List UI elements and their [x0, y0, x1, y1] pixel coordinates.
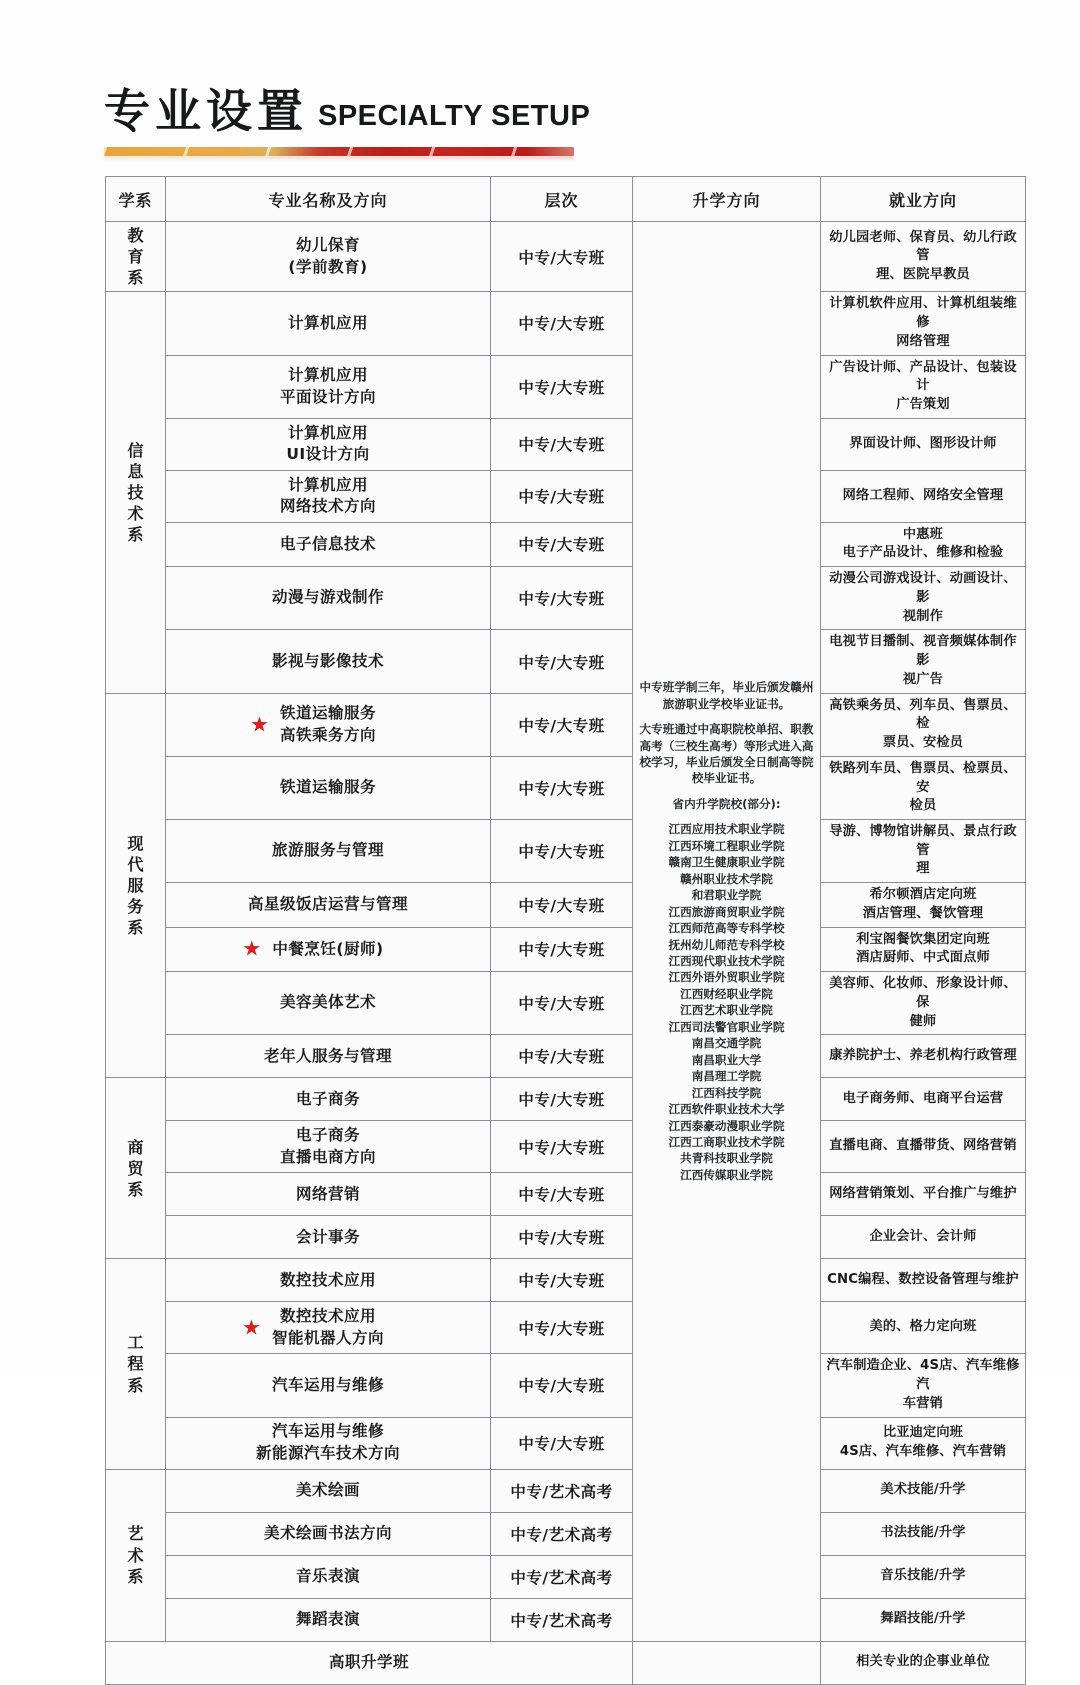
school-list-item: 江西财经职业学院: [680, 986, 773, 1001]
school-list-item: 江西传媒职业学院: [680, 1167, 773, 1182]
table-row: [106, 292, 1026, 355]
star-icon: ★: [242, 936, 262, 961]
table-row: [106, 756, 1026, 819]
employment-cell: 铁路列车员、售票员、检票员、安 检员: [821, 756, 1026, 819]
level-cell: 中专/大专班: [491, 522, 633, 566]
employment-cell: 幼儿园老师、保育员、幼儿行政管 理、医院早教员: [821, 222, 1026, 292]
dept-label: [106, 1078, 166, 1259]
major-cell: [166, 1035, 491, 1078]
level-cell: 中专/大专班: [491, 630, 633, 693]
employment-cell: 美的、格力定向班: [821, 1302, 1026, 1354]
dept-label-text: 艺术系: [127, 1524, 146, 1586]
level-cell: 中专/大专班: [491, 1078, 633, 1121]
table-row: [106, 972, 1026, 1035]
employment-cell: 美容师、化妆师、形象设计师、保 健师: [821, 972, 1026, 1035]
table-row: [106, 927, 1026, 971]
level-cell: 中专/大专班: [491, 1302, 633, 1354]
table-row: [106, 1121, 1026, 1173]
level-cell: 中专/艺术高考: [491, 1598, 633, 1641]
major-cell: [166, 1555, 491, 1598]
table-head: [106, 177, 1026, 222]
table-row: [106, 1216, 1026, 1259]
table-row: [106, 522, 1026, 566]
dept-label: [106, 292, 166, 693]
employment-cell: 动漫公司游戏设计、动画设计、影 视制作: [821, 567, 1026, 630]
employment-cell: 比亚迪定向班 4S店、汽车维修、汽车营销: [821, 1417, 1026, 1469]
school-list-item: 江西艺术职业学院: [680, 1003, 773, 1018]
level-cell: 中专/大专班: [491, 820, 633, 883]
table-row: [106, 1469, 1026, 1512]
major-cell: [166, 355, 491, 418]
major-text: 幼儿保育 (学前教育): [288, 235, 368, 276]
table-row: [106, 630, 1026, 693]
title-accent-bar-shadow: [104, 156, 574, 159]
major-text: 美容美体艺术: [279, 993, 376, 1012]
major-text: 电子商务 直播电商方向: [279, 1126, 376, 1166]
level-cell: 中专/大专班: [491, 418, 633, 470]
employment-cell: 高铁乘务员、列车员、售票员、检 票员、安检员: [821, 693, 1026, 756]
school-list-item: 南昌理工学院: [691, 1069, 762, 1084]
major-cell: [166, 972, 491, 1035]
employment-cell: 广告设计师、产品设计、包装设计 广告策划: [821, 355, 1026, 418]
table-row: [106, 1598, 1026, 1641]
advancement-paragraph: 中专班学制三年，毕业后颁发赣州旅游职业学校毕业证书。: [639, 680, 814, 711]
major-cell: [166, 1216, 491, 1259]
table-row: [106, 418, 1026, 470]
school-list-item: 江西现代职业技术学院: [668, 954, 785, 968]
major-cell: [166, 1173, 491, 1216]
major-cell: [166, 1469, 491, 1512]
level-cell: 中专/大专班: [491, 883, 633, 927]
specialty-table-container: [105, 176, 1025, 1685]
major-cell: [166, 1512, 491, 1555]
specialty-table: [105, 176, 1026, 1685]
table-row: [106, 567, 1026, 630]
major-text: 动漫与游戏制作: [271, 588, 384, 607]
level-cell: 中专/艺术高考: [491, 1469, 633, 1512]
level-cell: 中专/大专班: [491, 222, 633, 292]
major-cell: [166, 883, 491, 927]
major-cell: [166, 927, 491, 971]
footer-label-cell: 高职升学班: [106, 1641, 633, 1684]
major-cell: [166, 567, 491, 630]
dept-label: [106, 1469, 166, 1641]
table-row: [106, 1078, 1026, 1121]
employment-cell: 计算机软件应用、计算机组装维修 网络管理: [821, 292, 1026, 355]
star-icon: ★: [241, 1315, 262, 1340]
level-cell: 中专/大专班: [491, 470, 633, 522]
major-cell: [166, 292, 491, 355]
major-cell: [166, 470, 491, 522]
level-cell: 中专/大专班: [491, 292, 633, 355]
major-text: 计算机应用 网络技术方向: [279, 475, 376, 516]
dept-label-text: 信息技术系: [127, 440, 146, 545]
dept-label: [106, 222, 166, 292]
major-text: 汽车运用与维修 新能源汽车技术方向: [255, 1422, 400, 1463]
school-list-item: 江西软件职业技术大学: [668, 1102, 785, 1117]
level-cell: 中专/大专班: [491, 756, 633, 819]
title-row: [104, 78, 704, 138]
school-list-item: 江西泰豪动漫职业学院: [668, 1118, 785, 1133]
major-cell: [166, 1078, 491, 1121]
table-header-row: [106, 177, 1026, 222]
level-cell: 中专/大专班: [491, 693, 633, 756]
major-text: 旅游服务与管理: [271, 841, 384, 860]
table-row: [106, 1259, 1026, 1302]
level-cell: 中专/大专班: [491, 1216, 633, 1259]
school-list-item: 江西师范高等专科学校: [668, 921, 785, 936]
employment-cell: 利宝阁餐饮集团定向班 酒店厨师、中式面点师: [821, 927, 1026, 971]
title-chinese: 专业设置: [104, 84, 308, 138]
advancement-paragraph: 省内升学院校(部分):: [672, 796, 781, 811]
table-row: [106, 1555, 1026, 1598]
title-accent-bar: [104, 147, 574, 156]
school-list-item: 江西科技学院: [691, 1085, 762, 1100]
major-text: ★ 铁道运输服务 高铁乘务方向: [249, 704, 376, 744]
level-cell: 中专/大专班: [491, 1173, 633, 1216]
school-list-item: 抚州幼儿师范专科学校: [668, 937, 785, 952]
table-row: [106, 1302, 1026, 1354]
level-cell: 中专/大专班: [491, 1035, 633, 1078]
employment-cell: 汽车制造企业、4S店、汽车维修汽 车营销: [821, 1354, 1026, 1417]
star-icon: ★: [249, 712, 270, 737]
dept-label-text: 商贸系: [127, 1137, 146, 1199]
major-text: 计算机应用: [287, 313, 368, 332]
dept-label: [106, 1259, 166, 1469]
major-text: 汽车运用与维修: [271, 1375, 384, 1394]
major-cell: [166, 1417, 491, 1469]
major-text: 计算机应用 UI设计方向: [286, 423, 370, 464]
school-list-item: 赣南卫生健康职业学院: [668, 855, 785, 870]
major-cell: [166, 630, 491, 693]
table-row: [106, 1512, 1026, 1555]
header-employment: 就业方向: [821, 177, 1026, 222]
employment-cell: 界面设计师、图形设计师: [821, 418, 1026, 470]
header-major: 专业名称及方向: [166, 177, 491, 222]
major-cell: [166, 1598, 491, 1641]
table-row: [106, 470, 1026, 522]
school-list-item: 江西外语外贸职业学院: [668, 970, 785, 985]
school-list-item: 共青科技职业学院: [680, 1151, 773, 1166]
employment-cell: 舞蹈技能/升学: [821, 1598, 1026, 1641]
major-text: 网络营销: [295, 1184, 360, 1203]
dept-label-text: 现代服务系: [127, 833, 146, 938]
major-text: 影视与影像技术: [271, 651, 384, 670]
employment-cell: 中惠班 电子产品设计、维修和检验: [821, 522, 1026, 566]
table-row: [106, 222, 1026, 292]
table-row: [106, 1035, 1026, 1078]
school-list-item: 江西环境工程职业学院: [668, 838, 785, 853]
footer-employment-cell: 相关专业的企事业单位: [821, 1641, 1026, 1684]
major-cell: [166, 418, 491, 470]
major-text: ★ 数控技术应用 智能机器人方向: [241, 1307, 384, 1347]
school-list-item: 赣州职业技术学院: [680, 871, 773, 886]
major-text: 数控技术应用: [279, 1270, 376, 1289]
table-row: [106, 820, 1026, 883]
major-cell: [166, 1354, 491, 1417]
table-row: [106, 1354, 1026, 1417]
major-text: 高星级饭店运营与管理: [247, 895, 408, 914]
school-list-item: 南昌交通学院: [691, 1036, 762, 1051]
level-cell: 中专/艺术高考: [491, 1512, 633, 1555]
level-cell: 中专/大专班: [491, 1417, 633, 1469]
advancement-cell: [633, 222, 821, 1642]
table-row: [106, 355, 1026, 418]
employment-cell: 电视节目播制、视音频媒体制作影 视广告: [821, 630, 1026, 693]
employment-cell: 康养院护士、养老机构行政管理: [821, 1035, 1026, 1078]
title-english: SPECIALTY SETUP: [318, 100, 591, 132]
major-cell: [166, 522, 491, 566]
employment-cell: 美术技能/升学: [821, 1469, 1026, 1512]
major-cell: [166, 222, 491, 292]
major-text: 美术绘画: [295, 1480, 360, 1499]
major-cell: [166, 820, 491, 883]
major-cell: [166, 1121, 491, 1173]
employment-cell: 导游、博物馆讲解员、景点行政管 理: [821, 820, 1026, 883]
major-cell: [166, 1302, 491, 1354]
header-dept: 学系: [106, 177, 166, 222]
employment-cell: 直播电商、直播带货、网络营销: [821, 1121, 1026, 1173]
table-row: [106, 883, 1026, 927]
level-cell: 中专/大专班: [491, 355, 633, 418]
major-text: 舞蹈表演: [295, 1609, 360, 1628]
employment-cell: 电子商务师、电商平台运营: [821, 1078, 1026, 1121]
table-row: [106, 693, 1026, 756]
level-cell: 中专/大专班: [491, 1354, 633, 1417]
employment-cell: CNC编程、数控设备管理与维护: [821, 1259, 1026, 1302]
major-text: ★ 中餐烹饪(厨师): [242, 936, 384, 961]
header-advancement: 升学方向: [633, 177, 821, 222]
major-text: 铁道运输服务: [279, 778, 376, 797]
major-cell: [166, 693, 491, 756]
level-cell: 中专/艺术高考: [491, 1555, 633, 1598]
dept-label: [106, 693, 166, 1078]
table-row: [106, 1417, 1026, 1469]
level-cell: 中专/大专班: [491, 1259, 633, 1302]
major-text: 计算机应用 平面设计方向: [279, 365, 376, 406]
level-cell: 中专/大专班: [491, 567, 633, 630]
dept-label-text: 工程系: [127, 1333, 146, 1395]
school-list-item: 南昌职业大学: [691, 1052, 762, 1067]
employment-cell: 书法技能/升学: [821, 1512, 1026, 1555]
school-list-item: 江西工商职业技术学院: [668, 1134, 785, 1149]
school-list-item: 江西应用技术职业学院: [668, 822, 785, 837]
table-row: [106, 1173, 1026, 1216]
major-text: 音乐表演: [295, 1566, 360, 1585]
employment-cell: 音乐技能/升学: [821, 1555, 1026, 1598]
dept-label-text: 教育系: [127, 226, 146, 288]
employment-cell: 企业会计、会计师: [821, 1216, 1026, 1259]
school-list-item: 江西旅游商贸职业学院: [668, 904, 785, 919]
level-cell: 中专/大专班: [491, 1121, 633, 1173]
employment-cell: 网络营销策划、平台推广与维护: [821, 1173, 1026, 1216]
major-text: 美术绘画书法方向: [263, 1523, 392, 1542]
advancement-paragraph: 大专班通过中高职院校单招、职教高考（三校生高考）等形式进入高校学习，毕业后颁发全日制高等院校毕业证书。: [639, 722, 814, 786]
major-text: 老年人服务与管理: [263, 1046, 392, 1065]
header-level: 层次: [491, 177, 633, 222]
footer-row: [106, 1641, 1026, 1684]
advancement-text: [637, 679, 816, 812]
employment-cell: 网络工程师、网络安全管理: [821, 470, 1026, 522]
page-title: [104, 78, 704, 159]
advancement-school-list: [637, 821, 816, 1183]
major-cell: [166, 756, 491, 819]
major-text: 会计事务: [295, 1227, 360, 1246]
level-cell: 中专/大专班: [491, 927, 633, 971]
level-cell: 中专/大专班: [491, 972, 633, 1035]
school-list-item: 江西司法警官职业学院: [668, 1019, 785, 1034]
major-text: 电子信息技术: [279, 534, 376, 553]
school-list-item: 和君职业学院: [691, 888, 762, 903]
employment-cell: 希尔顿酒店定向班 酒店管理、餐饮管理: [821, 883, 1026, 927]
major-text: 电子商务: [295, 1089, 360, 1108]
major-cell: [166, 1259, 491, 1302]
table-body: [106, 222, 1026, 1685]
footer-advancement-cell: [633, 1641, 821, 1684]
